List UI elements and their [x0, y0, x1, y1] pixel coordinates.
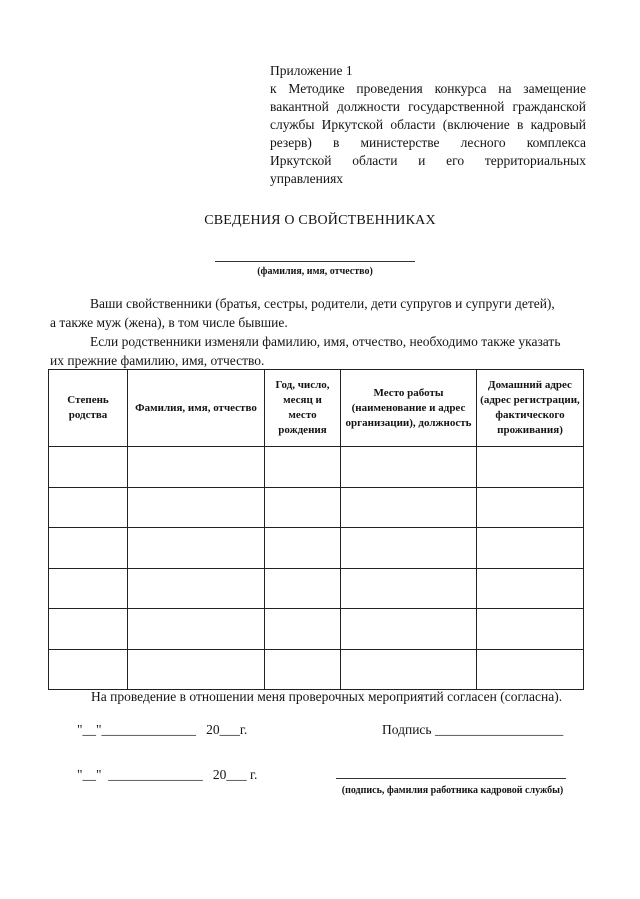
table-cell[interactable]	[477, 447, 584, 488]
table-cell[interactable]	[49, 649, 128, 690]
intro-line: а также муж (жена), в том числе бывшие.	[50, 315, 288, 330]
table-row	[49, 528, 584, 569]
hr-signature-caption: (подпись, фамилия работника кадровой службы)	[341, 785, 564, 796]
table-cell[interactable]	[341, 487, 477, 528]
column-header-relation: Степень родства	[49, 370, 128, 447]
table-cell[interactable]	[49, 528, 128, 569]
table-cell[interactable]	[128, 568, 265, 609]
table-row	[49, 568, 584, 609]
table-cell[interactable]	[265, 528, 341, 569]
table-cell[interactable]	[49, 609, 128, 650]
table-cell[interactable]	[49, 487, 128, 528]
table-cell[interactable]	[128, 609, 265, 650]
table-cell[interactable]	[265, 609, 341, 650]
table-row	[49, 609, 584, 650]
table-cell[interactable]	[265, 649, 341, 690]
relatives-table	[48, 369, 584, 690]
table-cell[interactable]	[341, 528, 477, 569]
signature-field[interactable]: Подпись ___________________	[382, 722, 564, 737]
appendix-line: резерв) в министерстве лесного комплекса	[270, 135, 586, 150]
fio-caption: (фамилия, имя, отчество)	[257, 266, 373, 277]
table-cell[interactable]	[477, 649, 584, 690]
page-title: СВЕДЕНИЯ О СВОЙСТВЕННИКАХ	[204, 213, 436, 228]
appendix-line: управлениях	[270, 171, 344, 186]
table-cell[interactable]	[341, 609, 477, 650]
column-header-birth: Год, число, месяц и место рождения	[265, 370, 341, 447]
table-cell[interactable]	[477, 528, 584, 569]
appendix-line: вакантной должности государственной гражданской	[270, 99, 586, 114]
table-cell[interactable]	[341, 568, 477, 609]
date-field-hr[interactable]: "__" ______________ 20___ г.	[77, 767, 258, 782]
column-header-address: Домашний адрес (адрес регистрации, фактического проживания)	[477, 370, 584, 447]
table-row	[49, 487, 584, 528]
table-cell[interactable]	[49, 568, 128, 609]
table-row	[49, 649, 584, 690]
table-cell[interactable]	[128, 528, 265, 569]
table-row	[49, 447, 584, 488]
table-cell[interactable]	[265, 487, 341, 528]
appendix-line: Приложение 1	[270, 63, 353, 78]
table-cell[interactable]	[265, 568, 341, 609]
table-cell[interactable]	[49, 447, 128, 488]
column-header-full-name: Фамилия, имя, отчество	[128, 370, 265, 447]
table-cell[interactable]	[477, 568, 584, 609]
fio-blank-line[interactable]	[215, 261, 415, 262]
consent-statement: На проведение в отношении меня проверочных мероприятий согласен (согласна).	[91, 689, 563, 704]
table-cell[interactable]	[477, 487, 584, 528]
appendix-line: к Методике проведения конкурса на замещение	[270, 81, 586, 96]
intro-line: их прежние фамилию, имя, отчество.	[50, 353, 265, 368]
table-cell[interactable]	[128, 649, 265, 690]
date-field-applicant[interactable]: "__"______________ 20___г.	[77, 722, 248, 737]
intro-line: Ваши свойственники (братья, сестры, родители, дети супругов и супруги детей),	[90, 296, 555, 311]
appendix-line: службы Иркутской области (включение в кадровый	[270, 117, 586, 132]
column-header-workplace: Место работы (наименование и адрес организации), должность	[341, 370, 477, 447]
hr-signature-line[interactable]	[336, 778, 566, 779]
table-cell[interactable]	[477, 609, 584, 650]
table-cell[interactable]	[128, 447, 265, 488]
appendix-line: Иркутской области и его территориальных	[270, 153, 586, 168]
appendix-reference	[270, 62, 586, 188]
intro-line: Если родственники изменяли фамилию, имя, отчество, необходимо также указать	[90, 334, 561, 349]
table-cell[interactable]	[128, 487, 265, 528]
table-cell[interactable]	[341, 649, 477, 690]
table-cell[interactable]	[341, 447, 477, 488]
table-header-row	[49, 370, 584, 447]
intro-text	[50, 294, 582, 370]
table-cell[interactable]	[265, 447, 341, 488]
